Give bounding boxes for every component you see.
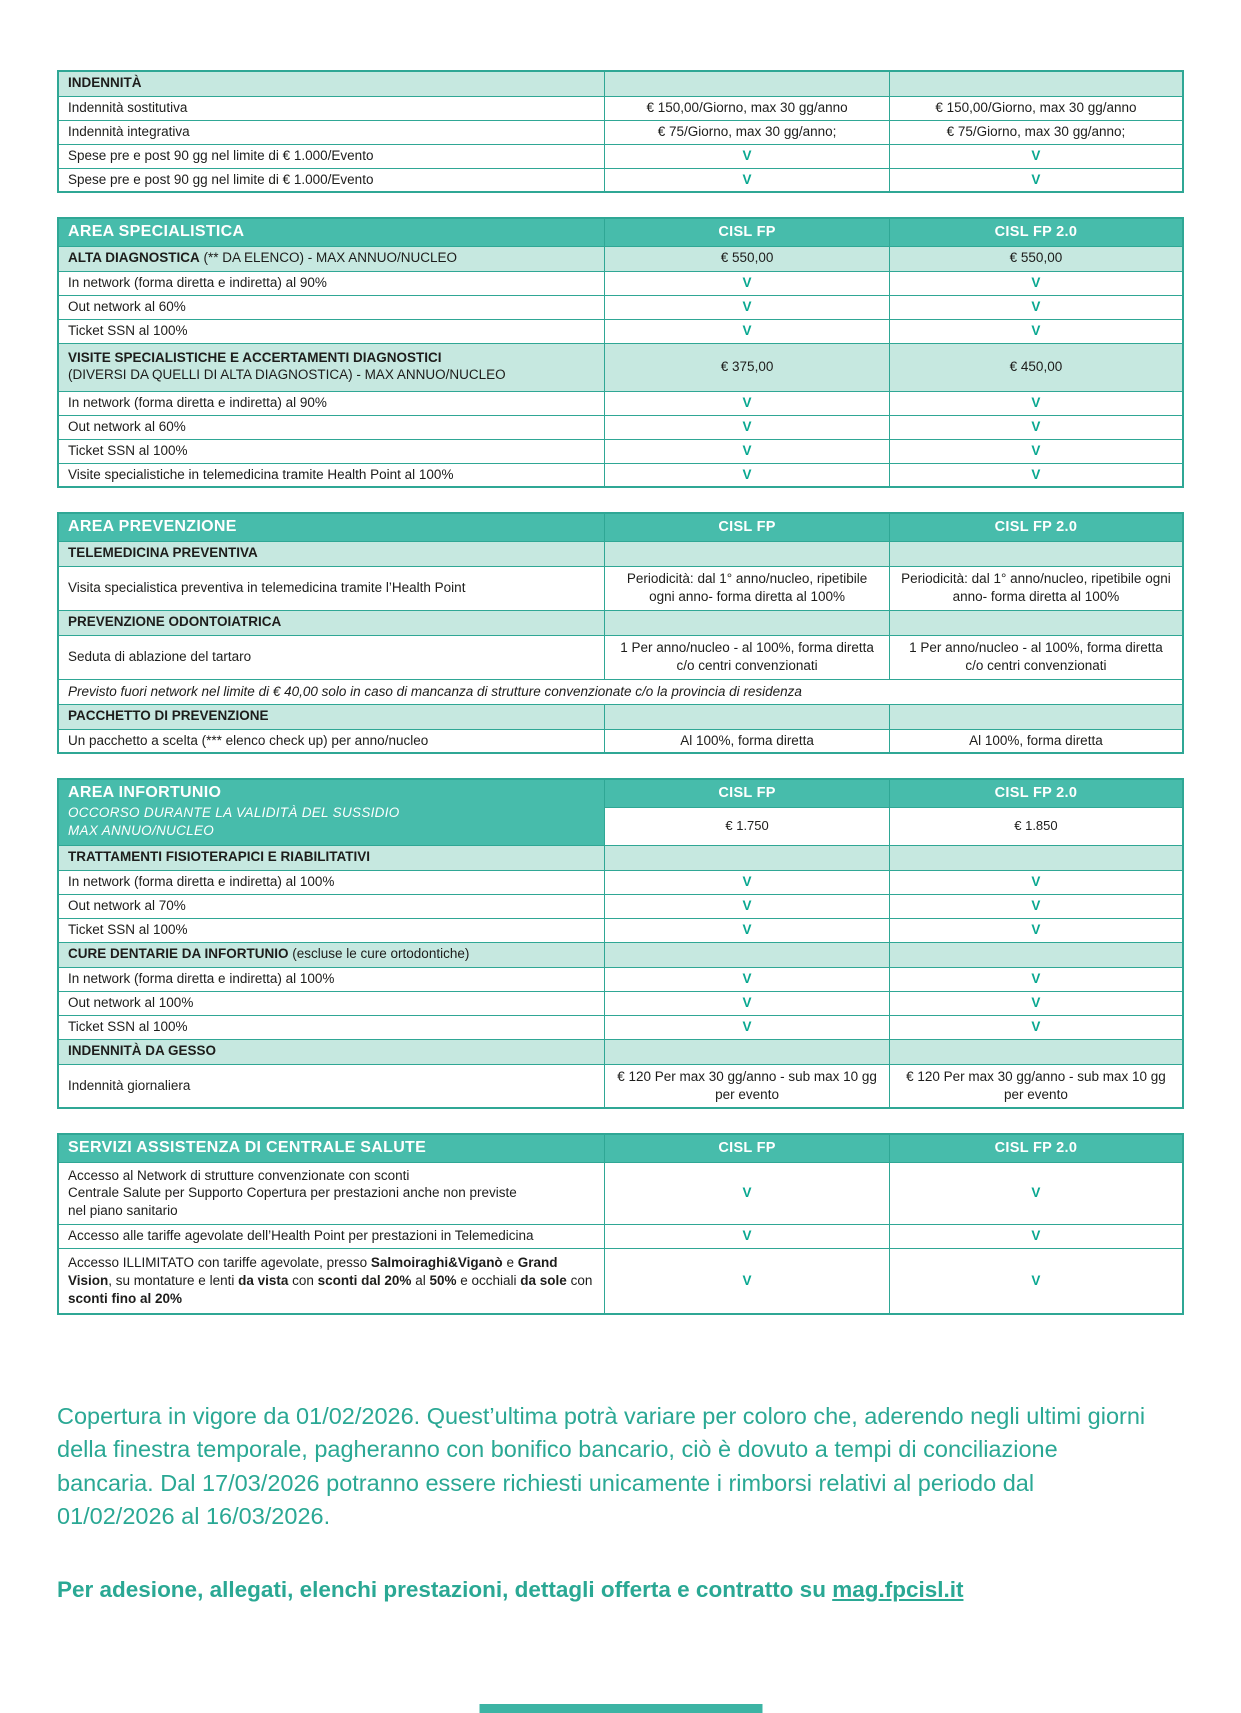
table-row xyxy=(58,71,1183,96)
row-label: Spese pre e post 90 gg nel limite di € 1.000/Evento xyxy=(58,144,605,168)
empty-cell xyxy=(605,1039,890,1064)
empty-cell xyxy=(889,610,1183,635)
check-cell: V xyxy=(605,463,890,487)
row-label: Accesso alle tariffe agevolate dell’Health Point per prestazioni in Telemedicina xyxy=(58,1224,605,1248)
section-title-text: AREA INFORTUNIO xyxy=(68,784,222,802)
mag-fpcisl-link[interactable]: mag.fpcisl.it xyxy=(832,1577,964,1602)
empty-cell xyxy=(605,704,890,729)
check-cell: V xyxy=(605,319,890,343)
empty-cell xyxy=(889,71,1183,96)
section-title xyxy=(58,779,605,845)
subsection-title: PACCHETTO DI PREVENZIONE xyxy=(58,704,605,729)
empty-cell xyxy=(605,541,890,566)
table-row xyxy=(58,894,1183,918)
check-cell: V xyxy=(889,1015,1183,1039)
empty-cell xyxy=(889,1039,1183,1064)
value-cell: € 550,00 xyxy=(605,246,890,271)
check-cell: V xyxy=(605,918,890,942)
value-cell: € 75/Giorno, max 30 gg/anno; xyxy=(889,120,1183,144)
table-servizi-assistenza xyxy=(57,1133,1184,1315)
value-cell: Periodicità: dal 1° anno/nucleo, ripetibile ogni anno- forma diretta al 100% xyxy=(889,566,1183,610)
cta-line xyxy=(57,1577,1157,1603)
row-label: Seduta di ablazione del tartaro xyxy=(58,635,605,679)
row-label: In network (forma diretta e indiretta) al 90% xyxy=(58,391,605,415)
column-header-cisl-fp: CISL FP xyxy=(605,218,890,246)
value-cell: € 1.850 xyxy=(889,807,1183,845)
table-row xyxy=(58,463,1183,487)
table-row xyxy=(58,942,1183,967)
table-row xyxy=(58,1162,1183,1224)
check-cell: V xyxy=(605,1224,890,1248)
column-header-cisl-fp: CISL FP xyxy=(605,779,890,807)
table-header-row xyxy=(58,513,1183,541)
empty-cell xyxy=(605,942,890,967)
section-title: INDENNITÀ xyxy=(58,71,605,96)
check-cell: V xyxy=(605,1248,890,1314)
check-cell: V xyxy=(889,1224,1183,1248)
check-cell: V xyxy=(605,991,890,1015)
table-row xyxy=(58,1224,1183,1248)
table-row xyxy=(58,439,1183,463)
table-row xyxy=(58,610,1183,635)
check-cell: V xyxy=(889,463,1183,487)
row-label: Accesso ILLIMITATO con tariffe agevolate, presso Salmoiraghi&Viganò e Grand Vision, su montature e lenti da vista con sconti dal 20% al 50% e occhiali da sole con sconti fino al 20% xyxy=(58,1248,605,1314)
table-row xyxy=(58,415,1183,439)
note-text: Previsto fuori network nel limite di € 40,00 solo in caso di mancanza di strutture convenzionate c/o la provincia di residenza xyxy=(58,679,1183,704)
row-label: Accesso al Network di strutture convenzionate con sconti Centrale Salute per Supporto Copertura per prestazioni anche non previste nel piano sanitario xyxy=(58,1162,605,1224)
row-label: Spese pre e post 90 gg nel limite di € 1.000/Evento xyxy=(58,168,605,192)
table-row xyxy=(58,391,1183,415)
row-label: Visita specialistica preventiva in telemedicina tramite l’Health Point xyxy=(58,566,605,610)
column-header-cisl-fp-2: CISL FP 2.0 xyxy=(889,218,1183,246)
table-header-row xyxy=(58,218,1183,246)
subsection-title: VISITE SPECIALISTICHE E ACCERTAMENTI DIAGNOSTICI (DIVERSI DA QUELLI DI ALTA DIAGNOSTICA) - MAX ANNUO/NUCLEO xyxy=(58,343,605,391)
check-cell: V xyxy=(889,1162,1183,1224)
value-cell: € 450,00 xyxy=(889,343,1183,391)
value-cell: € 150,00/Giorno, max 30 gg/anno xyxy=(605,96,890,120)
row-label: Ticket SSN al 100% xyxy=(58,439,605,463)
check-cell: V xyxy=(889,1248,1183,1314)
table-row xyxy=(58,1039,1183,1064)
empty-cell xyxy=(889,942,1183,967)
table-row xyxy=(58,967,1183,991)
table-area-specialistica xyxy=(57,217,1184,488)
value-cell: 1 Per anno/nucleo - al 100%, forma diretta c/o centri convenzionati xyxy=(889,635,1183,679)
check-cell: V xyxy=(605,295,890,319)
table-note-row xyxy=(58,679,1183,704)
value-cell: € 375,00 xyxy=(605,343,890,391)
value-cell: Al 100%, forma diretta xyxy=(605,729,890,753)
section-title: AREA PREVENZIONE xyxy=(58,513,605,541)
check-cell: V xyxy=(889,391,1183,415)
row-label: Out network al 60% xyxy=(58,415,605,439)
row-label: Indennità sostitutiva xyxy=(58,96,605,120)
section-subtitle: OCCORSO DURANTE LA VALIDITÀ DEL SUSSIDIO MAX ANNUO/NUCLEO xyxy=(68,805,400,839)
table-row xyxy=(58,870,1183,894)
table-header-row xyxy=(58,1134,1183,1162)
check-cell: V xyxy=(889,894,1183,918)
column-header-cisl-fp-2: CISL FP 2.0 xyxy=(889,513,1183,541)
value-cell: € 75/Giorno, max 30 gg/anno; xyxy=(605,120,890,144)
empty-cell xyxy=(605,610,890,635)
check-cell: V xyxy=(889,415,1183,439)
row-label: In network (forma diretta e indiretta) al 100% xyxy=(58,967,605,991)
section-title: SERVIZI ASSISTENZA DI CENTRALE SALUTE xyxy=(58,1134,605,1162)
bottom-page-bar xyxy=(479,1704,762,1713)
check-cell: V xyxy=(889,144,1183,168)
check-cell: V xyxy=(889,918,1183,942)
row-label: Ticket SSN al 100% xyxy=(58,319,605,343)
row-label: Indennità giornaliera xyxy=(58,1064,605,1108)
check-cell: V xyxy=(605,870,890,894)
check-cell: V xyxy=(605,391,890,415)
check-cell: V xyxy=(605,271,890,295)
empty-cell xyxy=(605,71,890,96)
value-cell: € 550,00 xyxy=(889,246,1183,271)
table-row xyxy=(58,246,1183,271)
check-cell: V xyxy=(605,168,890,192)
table-header-row xyxy=(58,779,1183,807)
table-row xyxy=(58,1248,1183,1314)
value-cell: € 120 Per max 30 gg/anno - sub max 10 gg per evento xyxy=(889,1064,1183,1108)
row-label: Ticket SSN al 100% xyxy=(58,1015,605,1039)
coverage-paragraph: Copertura in vigore da 01/02/2026. Quest’ultima potrà variare per coloro che, aderendo negli ultimi giorni della finestra temporale, pagheranno con bonifico bancario, ciò è dovuto a tempi di conciliazione bancaria. Dal 17/03/2026 potranno essere richiesti unicamente i rimborsi relativi al periodo dal 01/02/2026 al 16/03/2026. xyxy=(57,1403,1146,1530)
table-row xyxy=(58,704,1183,729)
table-row xyxy=(58,1064,1183,1108)
subsection-title: CURE DENTARIE DA INFORTUNIO (escluse le cure ortodontiche) xyxy=(58,942,605,967)
empty-cell xyxy=(889,704,1183,729)
value-cell: € 120 Per max 30 gg/anno - sub max 10 gg per evento xyxy=(605,1064,890,1108)
page-content xyxy=(57,0,1184,1315)
check-cell: V xyxy=(889,967,1183,991)
check-cell: V xyxy=(889,991,1183,1015)
row-label: Out network al 60% xyxy=(58,295,605,319)
subsection-title: INDENNITÀ DA GESSO xyxy=(58,1039,605,1064)
row-label: Out network al 100% xyxy=(58,991,605,1015)
table-row xyxy=(58,918,1183,942)
check-cell: V xyxy=(889,870,1183,894)
check-cell: V xyxy=(605,415,890,439)
column-header-cisl-fp-2: CISL FP 2.0 xyxy=(889,1134,1183,1162)
table-row xyxy=(58,566,1183,610)
check-cell: V xyxy=(889,168,1183,192)
value-cell: 1 Per anno/nucleo - al 100%, forma diretta c/o centri convenzionati xyxy=(605,635,890,679)
column-header-cisl-fp: CISL FP xyxy=(605,1134,890,1162)
table-row xyxy=(58,991,1183,1015)
check-cell: V xyxy=(605,1162,890,1224)
column-header-cisl-fp-2: CISL FP 2.0 xyxy=(889,779,1183,807)
table-row xyxy=(58,845,1183,870)
column-header-cisl-fp: CISL FP xyxy=(605,513,890,541)
table-indennita xyxy=(57,70,1184,193)
table-area-prevenzione xyxy=(57,512,1184,754)
value-cell: € 150,00/Giorno, max 30 gg/anno xyxy=(889,96,1183,120)
table-row xyxy=(58,271,1183,295)
check-cell: V xyxy=(889,439,1183,463)
value-cell: Al 100%, forma diretta xyxy=(889,729,1183,753)
table-row xyxy=(58,343,1183,391)
row-label: Out network al 70% xyxy=(58,894,605,918)
row-label: In network (forma diretta e indiretta) al 100% xyxy=(58,870,605,894)
check-cell: V xyxy=(605,439,890,463)
table-row xyxy=(58,96,1183,120)
value-cell: Periodicità: dal 1° anno/nucleo, ripetibile ogni anno- forma diretta al 100% xyxy=(605,566,890,610)
check-cell: V xyxy=(889,319,1183,343)
table-area-infortunio xyxy=(57,778,1184,1109)
table-row xyxy=(58,319,1183,343)
empty-cell xyxy=(605,845,890,870)
check-cell: V xyxy=(605,967,890,991)
row-label: Ticket SSN al 100% xyxy=(58,918,605,942)
table-row xyxy=(58,120,1183,144)
row-label: In network (forma diretta e indiretta) al 90% xyxy=(58,271,605,295)
subsection-title: PREVENZIONE ODONTOIATRICA xyxy=(58,610,605,635)
check-cell: V xyxy=(605,1015,890,1039)
check-cell: V xyxy=(605,144,890,168)
empty-cell xyxy=(889,845,1183,870)
row-label: Visite specialistiche in telemedicina tramite Health Point al 100% xyxy=(58,463,605,487)
row-label: Un pacchetto a scelta (*** elenco check up) per anno/nucleo xyxy=(58,729,605,753)
subsection-title: TRATTAMENTI FISIOTERAPICI E RIABILITATIVI xyxy=(58,845,605,870)
cta-prefix: Per adesione, allegati, elenchi prestazioni, dettagli offerta e contratto su xyxy=(57,1577,833,1602)
table-row xyxy=(58,168,1183,192)
table-row xyxy=(58,635,1183,679)
table-row xyxy=(58,1015,1183,1039)
row-label: Indennità integrativa xyxy=(58,120,605,144)
table-row xyxy=(58,729,1183,753)
table-row xyxy=(58,295,1183,319)
subsection-title: TELEMEDICINA PREVENTIVA xyxy=(58,541,605,566)
table-row xyxy=(58,144,1183,168)
check-cell: V xyxy=(605,894,890,918)
empty-cell xyxy=(889,541,1183,566)
check-cell: V xyxy=(889,271,1183,295)
table-row xyxy=(58,541,1183,566)
section-title: AREA SPECIALISTICA xyxy=(58,218,605,246)
subsection-title: ALTA DIAGNOSTICA (** DA ELENCO) - MAX ANNUO/NUCLEO xyxy=(58,246,605,271)
value-cell: € 1.750 xyxy=(605,807,890,845)
check-cell: V xyxy=(889,295,1183,319)
